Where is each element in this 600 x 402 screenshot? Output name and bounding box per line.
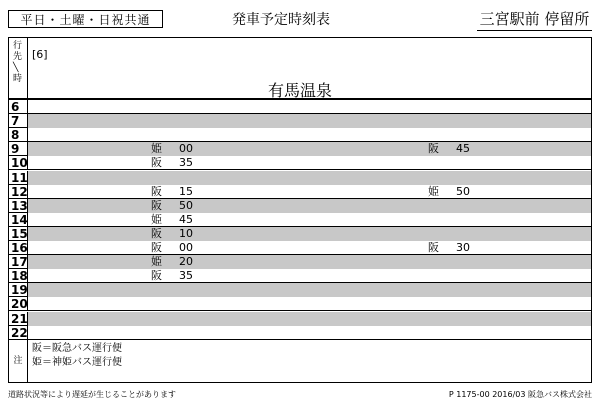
departure-minute: 50	[179, 198, 193, 212]
departures-cell	[28, 142, 591, 156]
departures-cell	[28, 156, 591, 170]
departure-minute: 35	[179, 156, 193, 170]
table-row	[9, 227, 591, 241]
departure	[151, 213, 193, 227]
notes-section	[9, 340, 591, 382]
departures-cell	[28, 100, 591, 114]
departures-cell	[28, 312, 591, 326]
departures-cell	[28, 114, 591, 128]
table-row	[9, 213, 591, 227]
departures-cell	[28, 171, 591, 185]
table-row	[9, 199, 591, 213]
page-title: 発車予定時刻表	[232, 12, 330, 28]
table-row	[9, 142, 591, 156]
departure	[428, 142, 470, 156]
departures-cell	[28, 255, 591, 269]
departure	[151, 142, 193, 156]
hour-cell: 17	[11, 255, 28, 270]
departures-cell	[28, 269, 591, 283]
route-number: [6]	[32, 48, 48, 61]
operator-mark: 阪	[151, 198, 162, 212]
table-row	[9, 269, 591, 283]
table-row	[9, 297, 591, 311]
hour-cell: 12	[11, 184, 28, 199]
destination: 有馬温泉	[267, 81, 332, 100]
departure	[428, 241, 470, 255]
operator-mark: 阪	[151, 241, 162, 254]
footer-disclaimer: 道路状況等により遅延が生じることがあります	[8, 390, 176, 399]
departure	[151, 227, 193, 241]
hour-cell: 19	[11, 283, 28, 298]
departures-cell	[28, 185, 591, 199]
notes-label: 注	[9, 340, 28, 382]
operator-mark: 阪	[151, 156, 162, 170]
table-row	[9, 312, 591, 326]
table-row	[9, 185, 591, 199]
hour-cell: 22	[11, 325, 28, 340]
col-header-char: ╲	[13, 63, 19, 73]
departure	[151, 241, 193, 255]
departure-minute: 00	[179, 241, 193, 254]
table-row	[9, 128, 591, 142]
table-row	[9, 241, 591, 255]
table-row	[9, 255, 591, 269]
departure-minute: 20	[179, 255, 193, 269]
departures-cell	[28, 199, 591, 213]
operator-mark: 姫	[151, 255, 162, 269]
departure-minute: 45	[179, 212, 193, 226]
col-header-char: 時	[13, 74, 23, 84]
departures-cell	[28, 241, 591, 255]
table-row	[9, 326, 591, 340]
departure	[151, 199, 193, 213]
departure-minute: 30	[456, 241, 470, 254]
departures-cell	[28, 297, 591, 311]
departure	[151, 156, 193, 170]
hour-cell: 7	[9, 114, 28, 128]
table-row	[9, 114, 591, 128]
departure-minute: 35	[179, 269, 193, 283]
hour-cell: 13	[11, 198, 28, 213]
note-line: 阪＝阪急バス運行便	[32, 343, 122, 354]
departures-cell	[28, 326, 591, 340]
operator-mark: 阪	[151, 226, 162, 240]
departure-minute: 10	[179, 226, 193, 240]
hour-cell: 11	[11, 170, 28, 185]
hour-cell: 15	[11, 226, 28, 241]
departure-minute: 45	[456, 142, 470, 156]
day-type-label: 平日・土曜・日祝共通	[8, 10, 163, 28]
operator-mark: 姫	[151, 212, 162, 226]
footer-code: P 1175-00 2016/03 阪急バス株式会社	[448, 390, 592, 399]
hour-cell: 21	[11, 311, 28, 326]
operator-mark: 阪	[428, 241, 439, 254]
col-header-char: 行	[13, 41, 23, 51]
departures-cell	[28, 227, 591, 241]
departures-cell	[28, 283, 591, 297]
operator-mark: 阪	[151, 269, 162, 283]
table-row	[9, 171, 591, 185]
hour-cell: 9	[9, 142, 28, 156]
hour-cell: 16	[11, 241, 28, 255]
note-line: 姫＝神姫バス運行便	[32, 357, 122, 368]
hour-cell: 18	[11, 269, 28, 284]
operator-mark: 姫	[428, 184, 439, 198]
hour-cell: 10	[11, 156, 28, 171]
hour-cell: 20	[11, 297, 28, 312]
departure	[151, 185, 193, 199]
stop-name: 三宮駅前 停留所	[477, 8, 592, 31]
departure-minute: 15	[179, 184, 193, 198]
hour-cell: 8	[9, 128, 28, 142]
operator-mark: 姫	[151, 142, 162, 156]
hour-cell: 6	[9, 100, 28, 114]
departure	[428, 185, 470, 199]
operator-mark: 阪	[428, 142, 439, 156]
table-row	[9, 283, 591, 297]
timetable	[8, 37, 592, 383]
table-row	[9, 100, 591, 114]
operator-mark: 阪	[151, 184, 162, 198]
table-row	[9, 156, 591, 170]
departure	[151, 255, 193, 269]
departure-minute: 50	[456, 184, 470, 198]
hour-cell: 14	[11, 212, 28, 227]
departures-cell	[28, 128, 591, 142]
departures-cell	[28, 213, 591, 227]
departure-minute: 00	[179, 142, 193, 156]
col-header-char: 先	[13, 52, 23, 62]
departure	[151, 269, 193, 283]
